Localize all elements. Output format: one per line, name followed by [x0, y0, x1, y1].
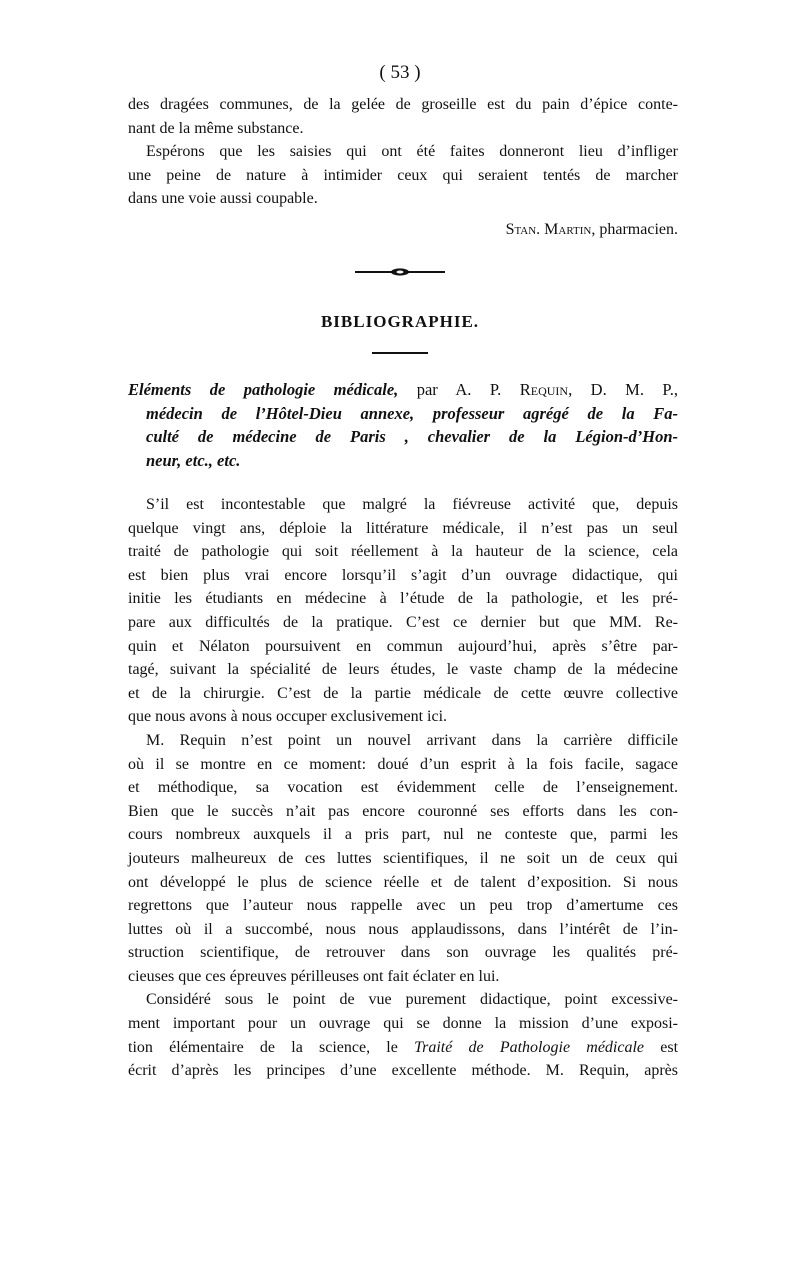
signature	[506, 221, 678, 239]
text-line: cieuses que ces épreuves périlleuses ont fait éclater en lui.	[128, 967, 500, 985]
text-run: est	[644, 1038, 679, 1056]
page-number: ( 53 )	[379, 62, 421, 83]
signature-role: , pharmacien.	[591, 221, 678, 238]
reference-by: par A. P.	[398, 380, 520, 399]
reference-author: Requin	[519, 380, 569, 399]
text-line: Considéré sous le point de vue purement didactique, point excessive-	[146, 991, 678, 1009]
ornament-divider	[355, 268, 445, 276]
review-body	[128, 493, 678, 1083]
text-line: quelque vingt ans, déploie la littérature médicale, il n’est pas un seul	[128, 519, 678, 537]
section-heading: BIBLIOGRAPHIE.	[320, 312, 480, 331]
reference-line	[128, 378, 678, 402]
text-line: traité de pathologie qui soit réellement à la hauteur de la science, cela	[128, 543, 678, 561]
text-line: initie les étudiants en médecine à l’étude de la pathologie, et les pré-	[128, 590, 678, 608]
signature-name: Stan. Martin	[505, 221, 592, 238]
reference-line: médecin de l’Hôtel-Dieu annexe, professeur agrégé de la Fa-	[146, 403, 678, 423]
intro-paragraphs	[128, 93, 678, 211]
text-line: ment important pour un ouvrage qui se donne la mission d’une exposi-	[128, 1015, 678, 1033]
text-line: tagé, suivant la spécialité de leurs études, le vaste champ de la médecine	[128, 661, 678, 679]
text-line: pare aux difficultés de la pratique. C’est ce dernier but que MM. Re-	[128, 613, 678, 631]
text-line: ont développé le plus de science réelle et de talent d’exposition. Si nous	[128, 873, 678, 891]
emphasized-title: Traité de Pathologie médicale	[414, 1038, 645, 1056]
text-line: Espérons que les saisies qui ont été faites donneront lieu d’infliger	[146, 143, 678, 161]
text-line: jouteurs malheureux de ces luttes scientifiques, il ne soit un de ceux qui	[128, 849, 678, 867]
text-line: Bien que le succès n’ait pas encore couronné ses efforts dans les con-	[128, 802, 678, 820]
text-line: M. Requin n’est point un nouvel arrivant dans la carrière difficile	[146, 731, 678, 749]
text-line: cours nombreux auxquels il a pris part, nul ne conteste que, parmi les	[128, 826, 678, 844]
text-line: est bien plus vrai encore lorsqu’il s’agit d’un ouvrage didactique, qui	[128, 566, 678, 584]
text-line: des dragées communes, de la gelée de groseille est du pain d’épice conte-	[128, 96, 678, 113]
text-line: écrit d’après les principes d’une excellente méthode. M. Requin, après	[128, 1062, 678, 1080]
text-line: et méthodique, sa vocation est évidemment celle de l’enseignement.	[128, 779, 678, 797]
text-line: struction scientifique, de retrouver dans son ouvrage les qualités pré-	[128, 944, 678, 962]
text-line: et de la chirurgie. C’est de la partie médicale de cette œuvre collective	[128, 684, 678, 702]
text-line: S’il est incontestable que malgré la fiévreuse activité que, depuis	[146, 496, 678, 513]
text-line: regrettons que l’auteur nous rappelle avec un peu trop d’amertume ces	[128, 897, 678, 915]
text-line: où il se montre en ce moment: doué d’un esprit à la fois facile, sagace	[128, 755, 678, 773]
text-line: que nous avons à nous occuper exclusivement ici.	[128, 708, 448, 726]
text-line	[128, 1036, 678, 1060]
text-line: nant de la même substance.	[128, 119, 304, 137]
reference-title: Eléments de pathologie médicale,	[128, 380, 399, 399]
text-line: quin et Nélaton poursuivent en commun aujourd’hui, après s’être par-	[128, 637, 678, 655]
text-run: tion élémentaire de la science, le	[128, 1038, 415, 1056]
reference-degree: , D. M. P.,	[568, 380, 678, 399]
reference-line: neur, etc., etc.	[146, 450, 241, 470]
text-line: luttes où il a succombé, nous nous applaudissons, dans l’intérêt de l’in-	[128, 920, 678, 938]
text-line: une peine de nature à intimider ceux qui seraient tentés de marcher	[128, 166, 678, 184]
heading-rule	[372, 352, 428, 354]
text-line: dans une voie aussi coupable.	[128, 190, 318, 208]
reference-line: culté de médecine de Paris , chevalier de la Légion-d’Hon-	[146, 427, 678, 447]
book-reference	[128, 378, 678, 472]
